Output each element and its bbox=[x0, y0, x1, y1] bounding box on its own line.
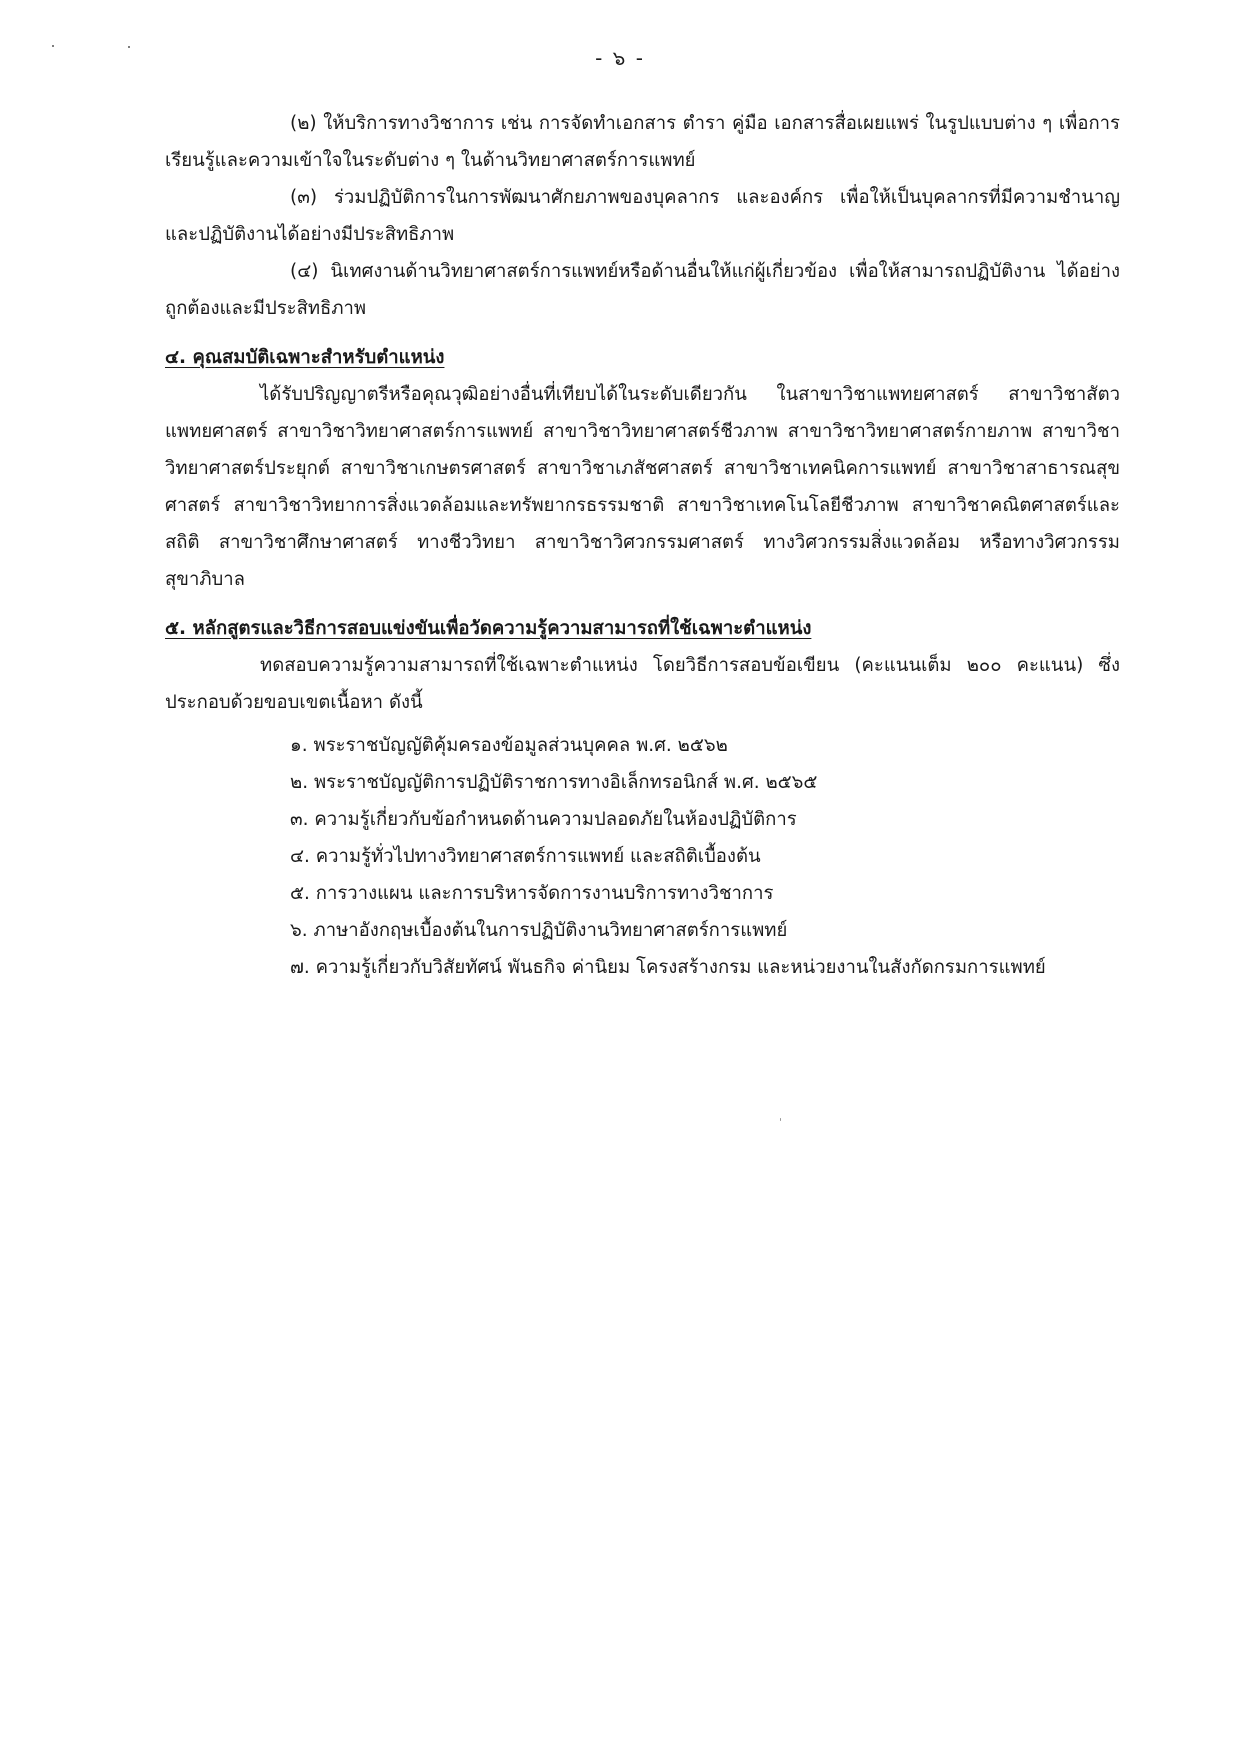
duty-item-text: (๒) ให้บริการทางวิชาการ เช่น การจัดทำเอกสาร ตำรา คู่มือ เอกสารสื่อเผยแพร่ ในรูปแบบต่าง ๆ เพื่อการเรียนรู้และความเข้าใจในระดับต่าง ๆ ในด้านวิทยาศาสตร์การแพทย์ bbox=[165, 113, 1120, 171]
exam-topic-list bbox=[165, 727, 1120, 986]
duty-item-text: (๔) นิเทศงานด้านวิทยาศาสตร์การแพทย์หรือด้านอื่นให้แก่ผู้เกี่ยวข้อง เพื่อให้สามารถปฏิบัติงาน ได้อย่างถูกต้องและมีประสิทธิภาพ bbox=[165, 261, 1120, 319]
list-item: ๕. การวางแผน และการบริหารจัดการงานบริการทางวิชาการ bbox=[290, 883, 774, 904]
list-item: ๒. พระราชบัญญัติการปฏิบัติราชการทางอิเล็กทรอนิกส์ พ.ศ. ๒๕๖๕ bbox=[290, 772, 818, 793]
document-body bbox=[165, 105, 1120, 986]
list-item: ๗. ความรู้เกี่ยวกับวิสัยทัศน์ พันธกิจ ค่านิยม โครงสร้างกรม และหน่วยงานในสังกัดกรมการแพทย์ bbox=[290, 957, 1046, 978]
duty-item bbox=[165, 179, 1120, 253]
page-number: - ๖ - bbox=[595, 46, 645, 70]
scan-speck bbox=[780, 1118, 781, 1121]
duty-item bbox=[165, 253, 1120, 327]
section-heading-exam: ๕. หลักสูตรและวิธีการสอบแข่งขันเพื่อวัดความรู้ความสามารถที่ใช้เฉพาะตำแหน่ง bbox=[165, 618, 812, 639]
section-heading-qualifications: ๔. คุณสมบัติเฉพาะสำหรับตำแหน่ง bbox=[165, 347, 445, 368]
qualifications-paragraph: ได้รับปริญญาตรีหรือคุณวุฒิอย่างอื่นที่เทียบได้ในระดับเดียวกัน ในสาขาวิชาแพทยศาสตร์ สาขาวิชาสัตวแพทยศาสตร์ สาขาวิชาวิทยาศาสตร์การแพทย์ สาขาวิชาวิทยาศาสตร์ชีวภาพ สาขาวิชาวิทยาศาสตร์กายภาพ สาขาวิชาวิทยาศาสตร์ประยุกต์ สาขาวิชาเกษตรศาสตร์ สาขาวิชาเภสัชศาสตร์ สาขาวิชาเทคนิคการแพทย์ สาขาวิชาสาธารณสุขศาสตร์ สาขาวิชาวิทยาการสิ่งแวดล้อมและทรัพยากรธรรมชาติ สาขาวิชาเทคโนโลยีชีวภาพ สาขาวิชาคณิตศาสตร์และสถิติ สาขาวิชาศึกษาศาสตร์ ทางชีววิทยา สาขาวิชาวิศวกรรมศาสตร์ ทางวิศวกรรมสิ่งแวดล้อม หรือทางวิศวกรรมสุขาภิบาล bbox=[165, 384, 1120, 590]
duty-item bbox=[165, 105, 1120, 179]
list-item: ๖. ภาษาอังกฤษเบื้องต้นในการปฏิบัติงานวิทยาศาสตร์การแพทย์ bbox=[290, 920, 788, 941]
list-item: ๔. ความรู้ทั่วไปทางวิทยาศาสตร์การแพทย์ และสถิติเบื้องต้น bbox=[290, 846, 761, 867]
list-item: ๓. ความรู้เกี่ยวกับข้อกำหนดด้านความปลอดภัยในห้องปฏิบัติการ bbox=[290, 809, 797, 830]
exam-description: ทดสอบความรู้ความสามารถที่ใช้เฉพาะตำแหน่ง โดยวิธีการสอบข้อเขียน (คะแนนเต็ม ๒๐๐ คะแนน) ซึ่งประกอบด้วยขอบเขตเนื้อหา ดังนี้ bbox=[165, 655, 1120, 713]
duty-item-text: (๓) ร่วมปฏิบัติการในการพัฒนาศักยภาพของบุคลากร และองค์กร เพื่อให้เป็นบุคลากรที่มีความชำนาญ และปฏิบัติงานได้อย่างมีประสิทธิภาพ bbox=[165, 187, 1120, 245]
list-item: ๑. พระราชบัญญัติคุ้มครองข้อมูลส่วนบุคคล พ.ศ. ๒๕๖๒ bbox=[290, 735, 728, 756]
